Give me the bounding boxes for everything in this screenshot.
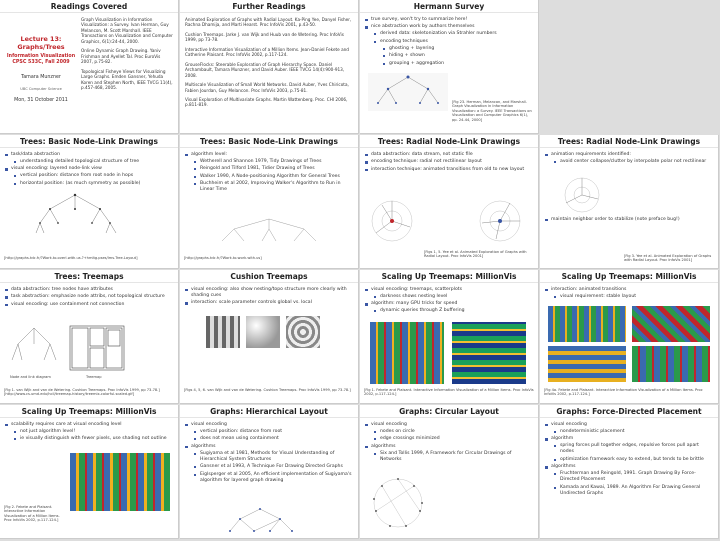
sub-sub-bullet: hiding + shown: [383, 53, 533, 59]
slide-title: Graphs: Hierarchical Layout: [180, 405, 358, 418]
sub-bullet: optimization framework easy to extend, but tends to be brittle: [554, 457, 713, 463]
reading-item: GrouseFlocks: Steerable Exploration of Graph Hierarchy Space. Daniel Archambault, Tamara Munzner, and David Auber. IEEE TVCG 14(4):900-913, 2008.: [185, 61, 345, 78]
bullet: visual encoding vertical position: distance from root does not mean using containment: [185, 422, 353, 442]
millionvis-animation-frame: [548, 306, 626, 342]
sub-bullet: Walker 1990, A Node-positioning Algorithm for General Trees: [194, 174, 353, 180]
sub-bullet: understanding detailed topological structure of tree: [14, 159, 173, 165]
lecture-date: Mon, 31 October 2011: [14, 98, 68, 104]
sub-bullet: nondeterministic placement: [554, 429, 713, 435]
sub-bullet: spring forces pull together edges, repulsive forces pull apart nodes: [554, 443, 713, 455]
sub-sub-bullet: ghosting + layering: [383, 46, 533, 52]
reading-item: Multiscale Visualization of Small World Networks. David Auber, Yves Chiricota, Fabien Jourdan, Guy Melancon. Proc InfoVis 2003, p.75-81.: [185, 82, 349, 93]
bullet: interaction: scale parameter controls global vs. local: [185, 300, 353, 306]
slide-radial-node-link-2: [540, 135, 719, 269]
reading-item: Interactive Information Visualization of a Million Items. Jean-Daniel Fekete and Catherine Plaisant. Proc InfoVis 2002, p.117-124.: [185, 46, 349, 58]
bullet: task abstraction: emphasize node attribs, not topological structure: [5, 294, 173, 300]
bullet: maintain neighbor order to stabilize (note preface bug!): [540, 217, 685, 228]
millionvis-shading-image: [70, 453, 170, 511]
department: UBC Computer Science: [20, 87, 62, 92]
slide-title: Graphs: Circular Layout: [360, 405, 538, 418]
bullet: data abstraction: tree nodes have attributes: [5, 287, 173, 293]
figure-caption: [Fig 3. Yee et al. Animated Exploration of Graphs with Radial Layout. Proc InfoVis 2001]: [624, 254, 712, 263]
slide-title: Scaling Up Treemaps: MillionVis: [0, 405, 178, 418]
bullet: algorithm level: Wetherell and Shannon 1979, Tidy Drawings of Trees Reingold and Tilford 1981, Tidier Drawing of Trees Walker 1990, A Node-positioning Algorithm for General Trees Buchheim et al 2002, Improving Walker's Algorithm to Run in Linear Time: [185, 152, 353, 193]
slide-millionvis-3: [0, 405, 179, 539]
sub-bullet: ie visually distinguish with fewer pixels, use shading not outline: [14, 436, 173, 442]
radial-layout-figure: [472, 193, 528, 249]
slide-readings-covered: [0, 0, 179, 134]
radial-layout-figure: [550, 175, 614, 215]
millionvis-animation-frame: [632, 346, 710, 382]
figure-caption: [Fig 4a. Fekete and Plaisant. Interactive Information Visualization of a Million Items. Proc InfoVis 2002, p.117-124.]: [544, 388, 703, 397]
bullet: true survey, won't try to summarize here!: [365, 17, 533, 23]
sub-bullet: avoid center collapse/clutter by interpolate polar not rectilinear: [554, 159, 713, 165]
figure-caption: [Fig 1. van Wijk and van de Wetering. Cushion Treemaps. Proc InfoVis 1999, pp 73-78.] [http://www.cs.umd.edu/hcil/treemap-history/treemix-colorful.scaled.gif]: [4, 388, 160, 397]
slide-title: Trees: Treemaps: [0, 270, 178, 283]
slide-title: Trees: Basic Node-Link Drawings: [0, 135, 178, 148]
cushion-treemap-image: [206, 316, 240, 348]
figure-caption: [http://graphs.tdc.fr/?Work.to.overl.with.us.?+hmltg.pses/lms.Tree.Layout]: [4, 256, 138, 260]
sub-bullet: Kamada and Kawai, 1989. An Algorithm For Drawing General Undirected Graphs: [554, 485, 713, 497]
bullet: algorithms Sugiyama et al 1981, Methods for Visual Understanding of Hierarchical System Structures Gansner et al 1993, A Technique For Drawing Directed Graphs Eiglsperger et al 2005, An efficient implementation of Sugiyama's algorithm for layered graph drawing: [185, 444, 353, 484]
bullet: data abstraction: data stream, not static file: [365, 152, 533, 158]
millionvis-scatterplot-image: [452, 322, 526, 384]
bullet: nice abstraction work by authors themselves derived data: skeletonization via Strahler numbers encoding techniques ghosting + layering hiding + shown grouping + aggregation: [365, 24, 533, 66]
slide-basic-node-link-1: [0, 135, 179, 269]
sub-bullet: vertical position: distance from root node in hops: [14, 173, 173, 179]
sub-bullet: not just algorithm level!: [14, 429, 173, 435]
sub-sub-bullet: grouping + aggregation: [383, 61, 533, 67]
slide-further-readings: [180, 0, 359, 134]
slide-hierarchical-layout: [180, 405, 359, 539]
slide-title: Trees: Radial Node-Link Drawings: [540, 135, 718, 148]
millionvis-treemap-image: [370, 322, 444, 384]
circular-graph-figure: [366, 473, 430, 533]
slide-title: Graphs: Force-Directed Placement: [540, 405, 718, 418]
slide-title: Readings Covered: [0, 0, 178, 13]
sub-bullet: horizontal position: (as much symmetry as possible): [14, 181, 173, 187]
reading-item: Cushion Treemaps. Jarke J. van Wijk and Huub van de Wetering. Proc InfoVis 1999, pp 73-78.: [185, 31, 344, 43]
slide-cushion-treemaps: [180, 270, 359, 404]
sub-bullet: does not mean using containment: [194, 436, 353, 442]
author-name: Tamara Munzner: [21, 75, 61, 81]
sub-bullet: Reingold and Tilford 1981, Tidier Drawing of Trees: [194, 166, 353, 172]
bullet: visual encoding: also show nesting/topo structure more clearly with shading cues: [185, 287, 353, 299]
course-name: Information Visualization: [6, 53, 76, 59]
svg-text:Node and link diagram: Node and link diagram: [10, 375, 51, 379]
bullet: scalability requires care at visual encoding level not just algorithm level! ie visually distinguish with fewer pixels, use shading not outline: [5, 422, 173, 442]
course-code: CPSC 533C, Fall 2009: [12, 59, 70, 65]
tree-drawing-figure: [30, 191, 120, 235]
slide-title: Further Readings: [180, 0, 358, 13]
figure-caption: [Fig 1. Fekete and Plaisant. Interactive Information Visualization of a Million Items. Proc InfoVis 2002, p.117-124.]: [364, 388, 534, 397]
slide-hermann-survey: [360, 0, 539, 134]
tree-layout-figure: [214, 217, 324, 245]
bullet: interaction technique: animated transitions from old to new layout: [365, 167, 533, 173]
slide-title: Trees: Radial Node-Link Drawings: [360, 135, 538, 148]
reading-item: Online Dynamic Graph Drawing. Yaniv Frishman and Ayellet Tal. Proc EuroVis 2007, p.75-82.: [81, 48, 161, 65]
slide-circular-layout: [360, 405, 539, 539]
figure-caption: [Fig 23. Herman, Melancon, and Marshall. Graph Visualization in Information Visualization: a Survey. IEEE Transactions on Visualization and Computer Graphics 6(1), pp. 24-44, 2000]: [452, 100, 532, 122]
slide-force-directed: [540, 405, 719, 539]
sub-bullet: nodes on circle: [374, 429, 533, 435]
bullet: animation requirements identified: avoid center collapse/clutter by interpolate polar not rectilinear: [545, 152, 713, 165]
reading-item: Graph Visualization in Information Visualization: a Survey. Ivan Herman, Guy Melancon, M. Scott Marshall. IEEE Transactions on Visualization and Computer Graphics, 6(1):24-44, 2000.: [81, 17, 173, 44]
sub-bullet: visual requirement: stable layout: [554, 294, 713, 300]
sub-bullet: Wetherell and Shannon 1979, Tidy Drawings of Trees: [194, 159, 353, 165]
slide-millionvis-2: [540, 270, 719, 404]
radial-layout-figure: [364, 193, 420, 249]
sub-bullet: derived data: skeletonization via Strahler numbers: [374, 31, 533, 37]
svg-text:Treemap: Treemap: [86, 375, 102, 379]
cushion-treemap-image: [286, 316, 320, 348]
bullet: visual encoding nodes on circle edge crossings minimized: [365, 422, 533, 442]
slide-radial-node-link-1: [360, 135, 539, 269]
figure-caption: [http://graphs.tdc.fr/?Work.to.work.with.us]: [184, 256, 262, 260]
bullet: visual encoding nondeterministic placement: [545, 422, 713, 435]
sub-bullet: encoding techniques ghosting + layering hiding + shown grouping + aggregation: [374, 39, 533, 67]
bullet: algorithm spring forces pull together edges, repulsive forces pull apart nodes optimization framework easy to extend, but tends to be brittle: [545, 436, 713, 462]
reading-item: Topological Fisheye Views for Visualizing Large Graphs. Emden Gansner, Yehuda Koren and Stephen North, IEEE TVCG 11(4), p.457-468, 2005.: [81, 68, 173, 90]
slide-title: Scaling Up Treemaps: MillionVis: [540, 270, 718, 283]
sub-bullet: Buchheim et al 2002, Improving Walker's Algorithm to Run in Linear Time: [194, 181, 353, 193]
bullet: visual encoding: layered node-link view vertical position: distance from root node in hops horizontal position: (as much symmetry as possible): [5, 166, 173, 186]
slide-millionvis-1: [360, 270, 539, 404]
bullet: algorithm: many GPU tricks for speed dynamic queries through Z buffering: [365, 301, 533, 314]
slide-title: Scaling Up Treemaps: MillionVis: [360, 270, 538, 283]
millionvis-animation-frame: [632, 306, 710, 342]
slide-basic-node-link-2: [180, 135, 359, 269]
slide-title: Hermann Survey: [360, 0, 538, 13]
hierarchical-graph-figure: [220, 507, 300, 535]
reading-item: Visual Exploration of Multivariate Graphs. Martin Wattenberg. Proc. CHI 2006, p.811-819.: [185, 96, 348, 108]
sub-bullet: Fruchterman and Reingold, 1991. Graph Drawing By Force-Directed Placement: [554, 471, 713, 483]
sub-bullet: vertical position: distance from root: [194, 429, 353, 435]
bullet: interaction: animated transitions visual requirement: stable layout: [545, 287, 713, 300]
millionvis-animation-frame: [548, 346, 626, 382]
hermann-figure: [368, 73, 448, 111]
sub-bullet: dynamic queries through Z buffering: [374, 308, 533, 314]
slide-title: Trees: Basic Node-Link Drawings: [180, 135, 358, 148]
figure-caption: [Figs 1, 5. Yee et al. Animated Exploration of Graphs with Radial Layout. Proc InfoVis 2001]: [424, 250, 527, 259]
slide-treemaps: [0, 270, 179, 404]
figure-caption: [Fig 2. Fekete and Plaisant. Interactive Information Visualization of a Million Items. Proc InfoVis 2002, p.117-124.]: [4, 505, 60, 523]
bullet: task/data abstraction understanding detailed topological structure of tree: [5, 152, 173, 165]
reading-item: Animated Exploration of Graphs with Radial Layout. Ka-Ping Yee, Danyel Fisher, Rachna Dhamija, and Marti Hearst. Proc InfoVis 2001, p.43-50.: [185, 17, 352, 28]
slide-title: Cushion Treemaps: [180, 270, 358, 283]
lecture-title: Lecture 13: Graphs/Trees: [17, 35, 65, 52]
sub-bullet: edge crossings minimized: [374, 436, 533, 442]
figure-caption: [Figs 4, 5, 6. van Wijk and van de Wetering. Cushion Treemaps. Proc InfoVis 1999, pp 73-78.]: [184, 388, 351, 392]
bullet: visual encoding: use containment not connection: [5, 302, 173, 308]
bullet: algorithms Six and Tollis 1999, A Framework for Circular Drawings of Networks: [365, 444, 533, 463]
sub-bullet: darkness shows nesting level: [374, 294, 533, 300]
bullet: visual encoding: treemaps, scatterplots darkness shows nesting level: [365, 287, 533, 300]
bullet: algorithms Fruchterman and Reingold, 1991. Graph Drawing By Force-Directed Placement Kamada and Kawai, 1989. An Algorithm For Drawing General Undirected Graphs: [545, 464, 713, 496]
sub-bullet: Eiglsperger et al 2005, An efficient implementation of Sugiyama's algorithm for layered graph drawing: [194, 472, 353, 484]
bullet: encoding technique: radial not rectilinear layout: [365, 159, 533, 165]
sub-bullet: Six and Tollis 1999, A Framework for Circular Drawings of Networks: [374, 451, 533, 463]
treemap-figure: [6, 324, 126, 382]
sub-bullet: Gansner et al 1993, A Technique For Drawing Directed Graphs: [194, 464, 353, 470]
cushion-treemap-image: [246, 316, 280, 348]
sub-bullet: Sugiyama et al 1981, Methods for Visual Understanding of Hierarchical System Structures: [194, 451, 353, 463]
